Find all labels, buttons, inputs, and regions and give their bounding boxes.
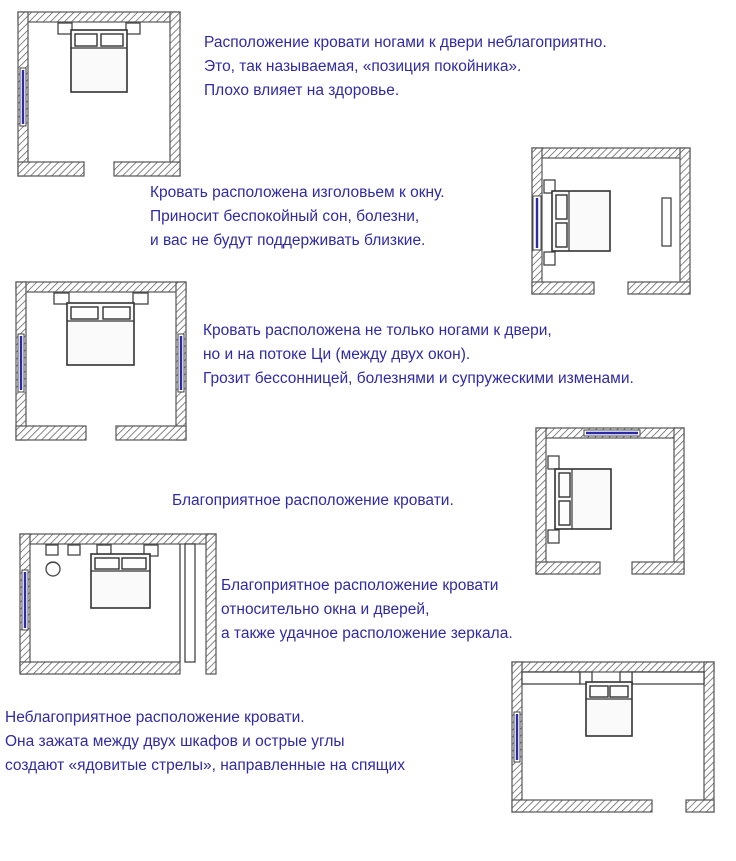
bed [71, 30, 127, 92]
caption-1-line-1: Расположение кровати ногами к двери неблагоприятно. [204, 34, 607, 51]
caption-6 [5, 706, 405, 778]
wall-bottom-right [632, 562, 684, 574]
caption-1 [204, 31, 607, 103]
armchair [46, 562, 60, 576]
bed [67, 303, 134, 365]
bed [586, 682, 632, 736]
wall-top [18, 12, 180, 22]
wall-top [16, 282, 186, 292]
caption-2-line-1: Кровать расположена изголовьем к окну. [150, 184, 445, 201]
caption-4 [172, 489, 454, 513]
wall-right [170, 12, 180, 176]
nightstand-right [126, 23, 140, 34]
wall-bottom-left [512, 800, 652, 812]
wall-top [512, 662, 714, 672]
wall-bottom-left [18, 162, 84, 176]
caption-1-line-3: Плохо влияет на здоровье. [204, 82, 400, 99]
nightstand-right [133, 293, 148, 304]
wall-bottom-right [114, 162, 180, 176]
wall-left [536, 428, 546, 574]
wall-bottom-right [686, 800, 714, 812]
caption-3-line-3: Грозит бессонницей, болезнями и супружескими изменами. [203, 370, 634, 387]
floorplan-bed-between-two-windows [12, 278, 192, 444]
caption-2-line-2: Приносит беспокойный сон, болезни, [150, 208, 420, 225]
nightstand-top [548, 456, 559, 469]
nightstand-bottom [548, 530, 559, 543]
caption-3 [203, 319, 634, 391]
wall-bottom-left [532, 282, 594, 294]
wall-top [20, 534, 216, 544]
caption-5-line-1: Благоприятное расположение кровати [221, 577, 499, 594]
window-top [584, 430, 640, 436]
caption-3-line-2: но и на потоке Ци (между двух окон). [203, 346, 471, 363]
wall-bottom [20, 662, 180, 674]
window-left [514, 712, 520, 762]
caption-5-line-2: относительно окна и дверей, [221, 601, 430, 618]
wall-bottom-right [628, 282, 690, 294]
window-right [178, 334, 184, 392]
wall-right [680, 148, 690, 294]
wall-top [532, 148, 690, 158]
floorplan-bed-favorable-with-mirror [14, 530, 220, 680]
mirror-wardrobe [185, 544, 195, 662]
caption-5-line-3: а также удачное расположение зеркала. [221, 625, 513, 642]
wardrobe-left [522, 672, 580, 684]
wall-right [704, 662, 714, 812]
window-left [22, 570, 28, 630]
caption-4-line-1: Благоприятное расположение кровати. [172, 492, 454, 509]
nightstand-bottom [544, 252, 555, 265]
caption-6-line-1: Неблагоприятное расположение кровати. [5, 709, 305, 726]
window-left [20, 68, 26, 126]
bed [91, 554, 150, 608]
floorplan-bed-between-wardrobes [506, 658, 720, 818]
caption-3-line-1: Кровать расположена не только ногами к двери, [203, 322, 552, 339]
caption-1-line-2: Это, так называемая, «позиция покойника». [204, 58, 522, 75]
wall-bottom-left [536, 562, 600, 574]
floorplan-bed-feet-to-door [14, 8, 184, 178]
wall-bottom-left [16, 426, 86, 440]
wardrobe-right [632, 672, 704, 684]
caption-2 [150, 181, 445, 253]
wall-bottom-right [116, 426, 186, 440]
floorplan-bed-head-to-window [526, 144, 696, 300]
window-left [533, 196, 541, 250]
small-table [46, 545, 58, 555]
bed [552, 191, 610, 251]
floorplan-bed-favorable [530, 424, 690, 580]
nightstand-left [58, 23, 72, 34]
wall-right [206, 534, 216, 674]
caption-5 [221, 574, 513, 646]
window-left [18, 334, 24, 392]
bed [555, 469, 611, 529]
caption-6-line-3: создают «ядовитые стрелы», направленные на спящих [5, 757, 405, 774]
small-table-2 [68, 545, 80, 555]
caption-2-line-3: и вас не будут поддерживать близкие. [150, 232, 426, 249]
wall-right [674, 428, 684, 574]
door-panel-right [662, 198, 671, 246]
caption-6-line-2: Она зажата между двух шкафов и острые углы [5, 733, 345, 750]
